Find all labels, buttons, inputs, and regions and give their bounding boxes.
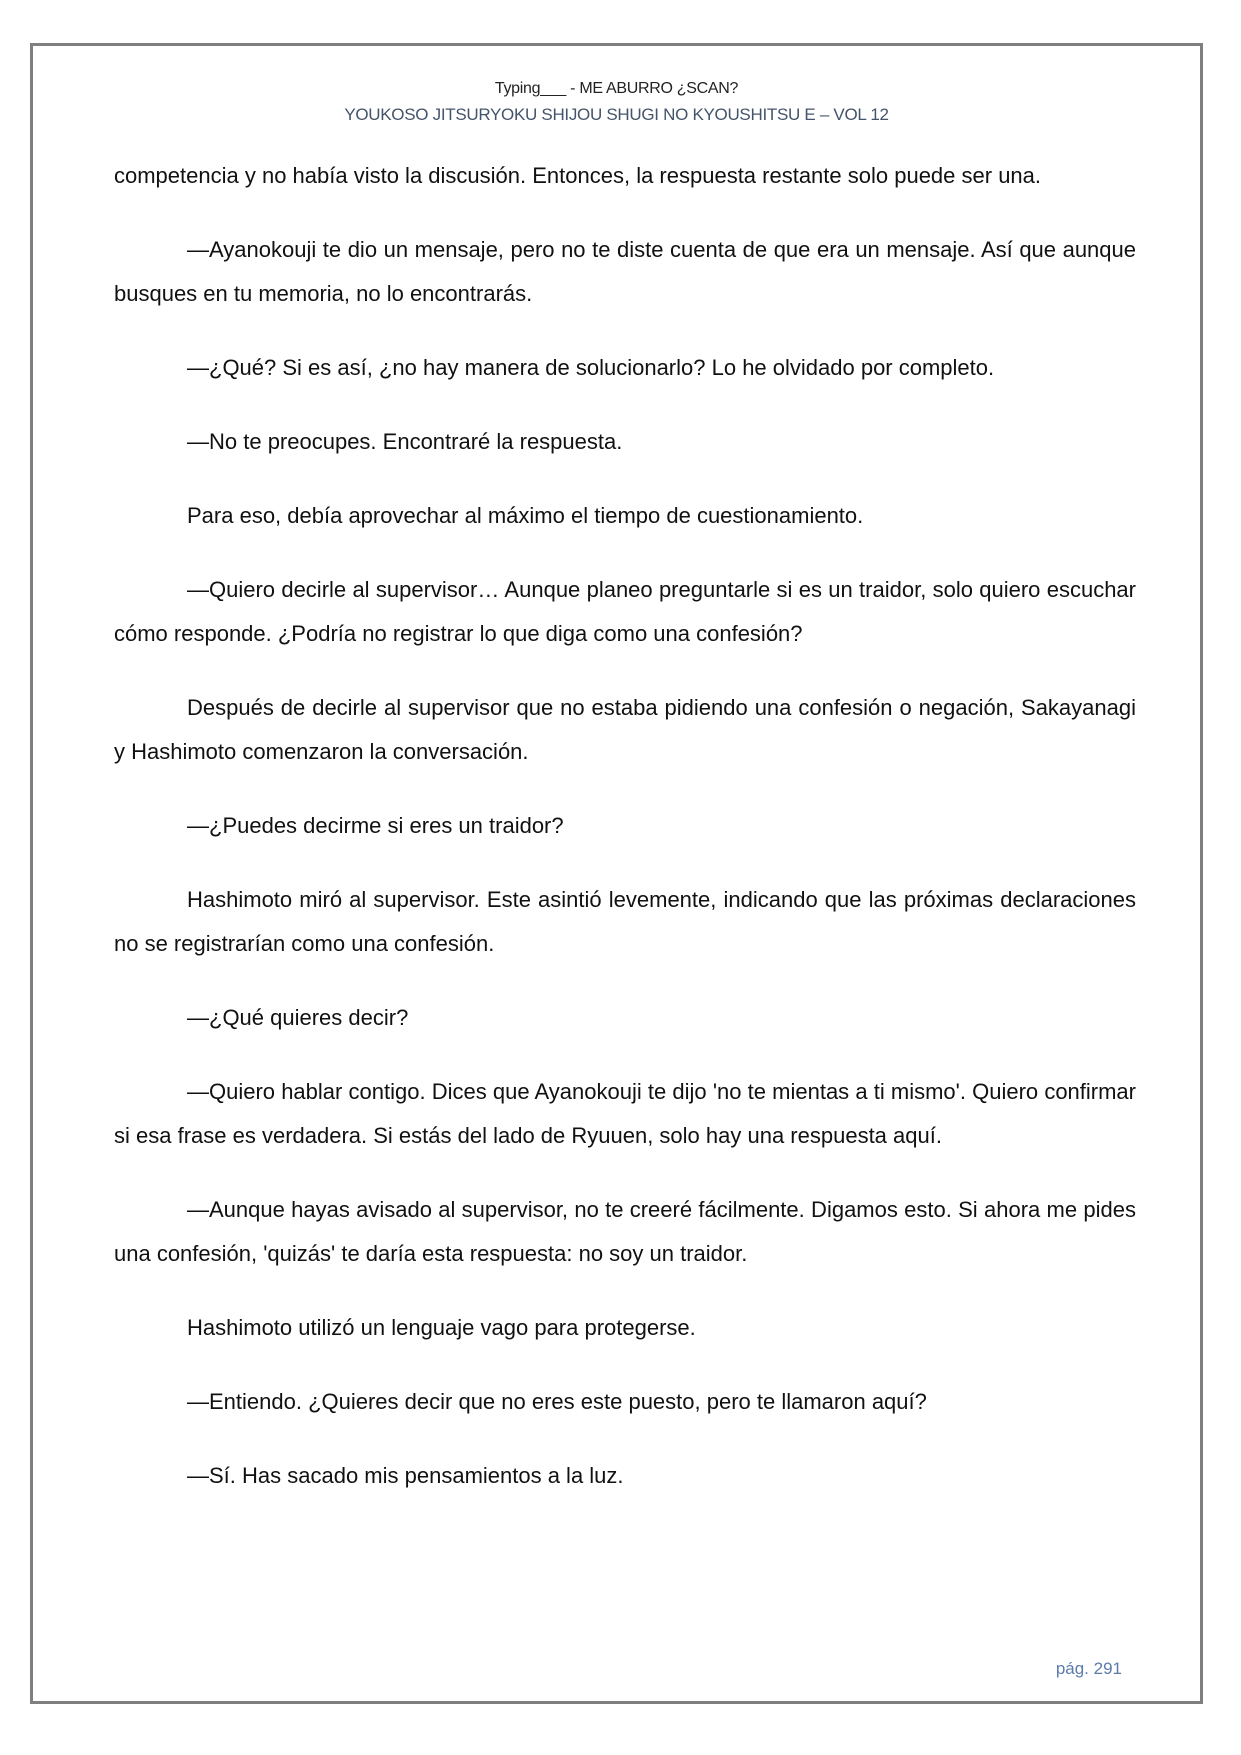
paragraph: —Entiendo. ¿Quieres decir que no eres este puesto, pero te llamaron aquí? — [187, 1389, 927, 1414]
paragraph: Para eso, debía aprovechar al máximo el tiempo de cuestionamiento. — [187, 503, 864, 528]
paragraph: —Ayanokouji te dio un mensaje, pero no te diste cuenta de que era un mensaje. Así que aunque busques en tu memoria, no lo encontrarás. — [114, 237, 1136, 306]
paragraph: —Aunque hayas avisado al supervisor, no te creeré fácilmente. Digamos esto. Si ahora me pides una confesión, 'quizás' te daría esta respuesta: no soy un traidor. — [114, 1197, 1136, 1266]
paragraph: —¿Puedes decirme si eres un traidor? — [187, 813, 564, 838]
paragraph: —Quiero decirle al supervisor… Aunque planeo preguntarle si es un traidor, solo quiero escuchar cómo responde. ¿Podría no registrar lo que diga como una confesión? — [114, 577, 1136, 646]
document-body — [114, 154, 1136, 1528]
header-subtitle: YOUKOSO JITSURYOKU SHIJOU SHUGI NO KYOUSHITSU E – VOL 12 — [344, 105, 889, 124]
header-title: Typing___ - ME ABURRO ¿SCAN? — [494, 80, 739, 97]
document-page — [30, 43, 1203, 1704]
paragraph: —Sí. Has sacado mis pensamientos a la luz. — [187, 1463, 624, 1488]
paragraph: —¿Qué quieres decir? — [187, 1005, 409, 1030]
paragraph: Hashimoto miró al supervisor. Este asintió levemente, indicando que las próximas declaraciones no se registrarían como una confesión. — [114, 887, 1136, 956]
paragraph: —No te preocupes. Encontraré la respuesta. — [187, 429, 623, 454]
page-number: pág. 291 — [1055, 1659, 1122, 1678]
paragraph: Hashimoto utilizó un lenguaje vago para protegerse. — [187, 1315, 696, 1340]
paragraph: Después de decirle al supervisor que no estaba pidiendo una confesión o negación, Sakayanagi y Hashimoto comenzaron la conversación. — [114, 695, 1136, 764]
paragraph: —Quiero hablar contigo. Dices que Ayanokouji te dijo 'no te mientas a ti mismo'. Quiero confirmar si esa frase es verdadera. Si estás del lado de Ryuuen, solo hay una respuesta aquí. — [114, 1079, 1136, 1148]
paragraph: competencia y no había visto la discusión. Entonces, la respuesta restante solo puede ser una. — [114, 163, 1042, 188]
paragraph: —¿Qué? Si es así, ¿no hay manera de solucionarlo? Lo he olvidado por completo. — [187, 355, 995, 380]
